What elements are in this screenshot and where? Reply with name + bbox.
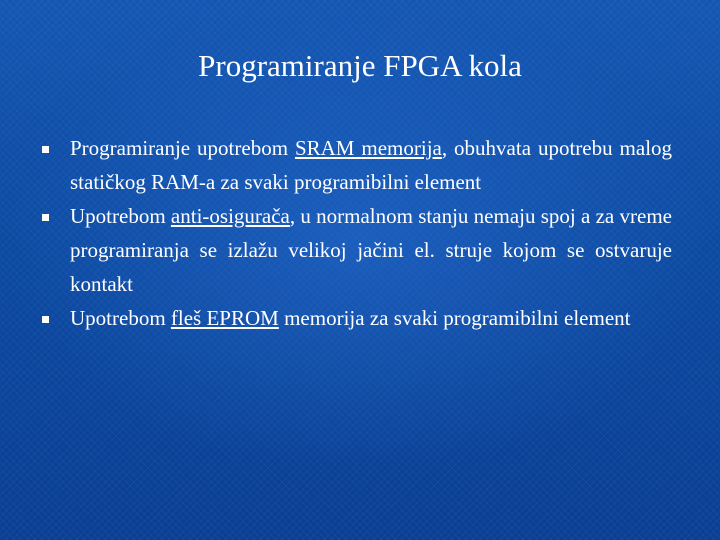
bullet-text-rest: upotrebu malog statičkog RAM-a za svaki programibilni element — [70, 136, 673, 194]
bullet-text-lead: Upotrebom — [70, 204, 171, 228]
fles-eprom-link[interactable]: fleš EPROM — [170, 306, 279, 330]
bullet-item-sram — [40, 131, 672, 199]
square-bullet-icon — [42, 146, 49, 153]
bullet-text — [70, 136, 672, 194]
bullet-item-flash — [40, 301, 672, 335]
bullet-text-rest: , u normalnom stanju nemaju spoj a za vreme programiranja se izlažu velikoj jačini el. struje kojom se ostvaruje kontakt — [70, 204, 672, 296]
bullet-text-lead: Programiranje upotrebom — [70, 136, 295, 160]
bullet-text-lead: Upotrebom — [70, 306, 171, 330]
bullet-text-rest: memorija za svaki programibilni element — [278, 306, 631, 330]
sram-link[interactable]: SRAM — [294, 136, 362, 160]
bullet-item-anti-fuse — [40, 199, 672, 301]
square-bullet-icon — [42, 316, 49, 323]
bullet-text — [70, 306, 630, 330]
anti-osiguraca-link[interactable]: anti-osigurača — [170, 204, 290, 228]
bullet-text — [70, 204, 672, 296]
bullet-list — [40, 131, 672, 335]
slide-title: Programiranje FPGA kola — [198, 48, 522, 83]
square-bullet-icon — [42, 214, 49, 221]
bullet-text-tail: , obuhvata — [441, 136, 532, 160]
memorija-link[interactable]: memorija — [361, 136, 442, 160]
